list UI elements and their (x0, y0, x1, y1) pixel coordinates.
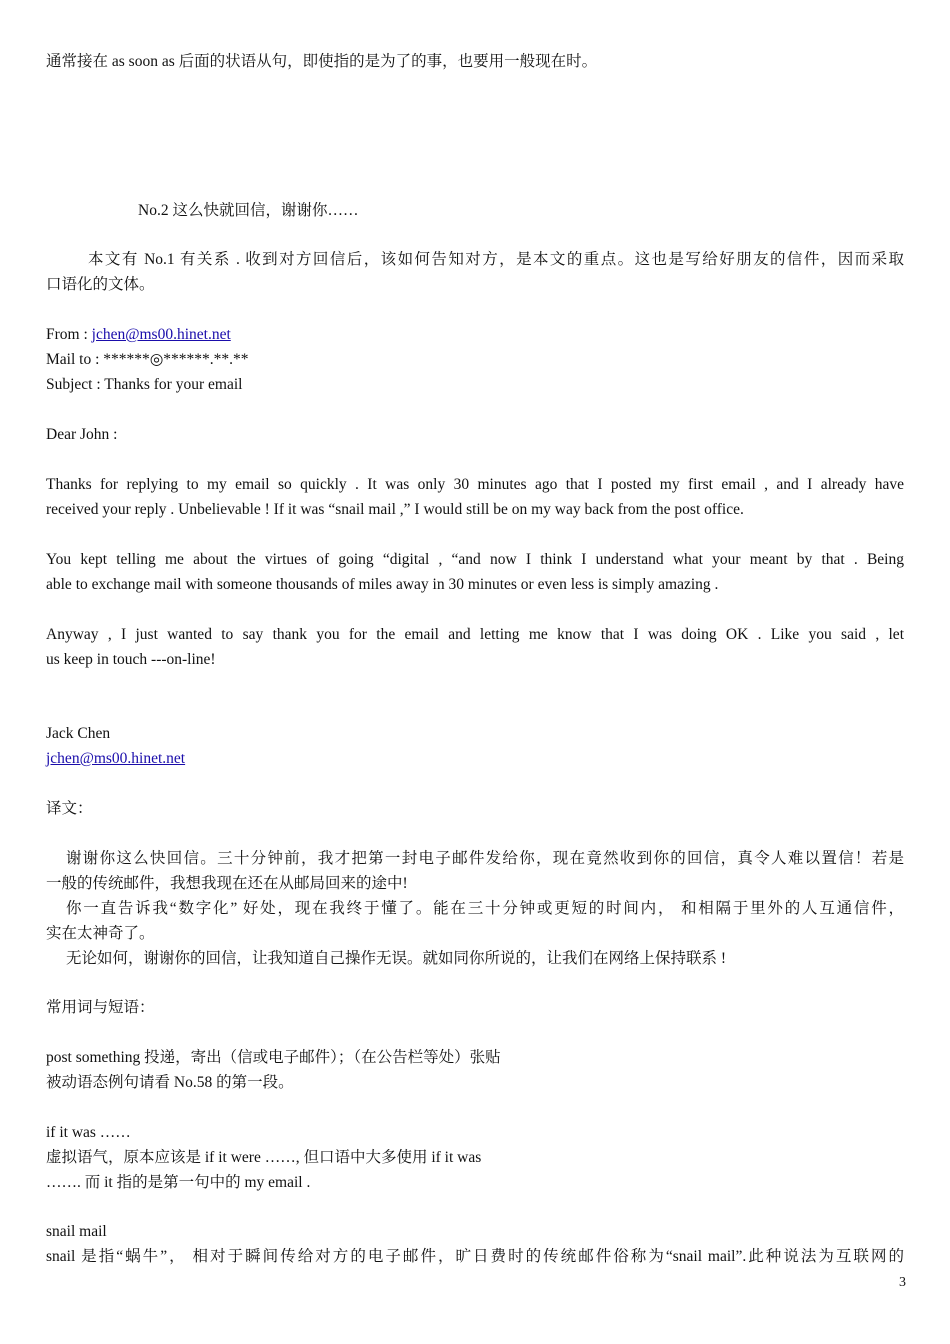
signature-email-link[interactable]: jchen@ms00.hinet.net (46, 750, 186, 767)
from-email-link[interactable]: jchen@ms00.hinet.net (91, 326, 231, 343)
letter-greeting: Dear John : (46, 426, 118, 443)
email-subject: Subject : Thanks for your email (46, 376, 243, 393)
vocab-item2-line-2: 虚拟语气，原本应该是 if it were ……, 但口语中大多使用 if it was (46, 1149, 482, 1166)
section-heading: No.2 这么快就回信，谢谢你…… (138, 202, 359, 219)
email-from (46, 322, 904, 347)
translation-label: 译文： (46, 800, 93, 817)
letter-p1-line-1: Thanks for replying to my email so quickly . It was only 30 minutes ago that I posted my first email , and I already have (46, 476, 904, 493)
description-line-1: 本文有 No.1 有关系 . 收到对方回信后，该如何告知对方，是本文的重点。这也是写给好朋友的信件，因而采取 (88, 251, 904, 268)
translation-p2-line-2: 实在太神奇了。 (46, 925, 155, 942)
vocab-item1-line-2: 被动语态例句请看 No.58 的第一段。 (46, 1074, 294, 1091)
letter-p3-line-2: us keep in touch ---on-line! (46, 651, 216, 668)
letter-p2-line-2: able to exchange mail with someone thousands of miles away in 30 minutes or even less is simply amazing . (46, 576, 719, 593)
vocab-item2-line-3: ……. 而 it 指的是第一句中的 my email . (46, 1174, 311, 1191)
letter-p2-line-1: You kept telling me about the virtues of going “digital , “and now I think I understand what your meant by that . Being (46, 551, 904, 568)
vocab-item3-line-2: snail 是指“蜗牛”， 相对于瞬间传给对方的电子邮件，旷日费时的传统邮件俗称为“snail mail”.此种说法为互联网的 (46, 1248, 904, 1265)
translation-p1-line-1: 谢谢你这么快回信。三十分钟前，我才把第一封电子邮件发给你，现在竟然收到你的回信，真令人难以置信！若是 (66, 850, 904, 867)
intro-line: 通常接在 as soon as 后面的状语从句，即使指的是为了的事，也要用一般现在时。 (46, 53, 598, 70)
letter-p1-line-2: received your reply . Unbelievable ! If it was “snail mail ,” I would still be on my way back from the post office. (46, 501, 744, 518)
vocab-item1-line-1: post something 投递，寄出（信或电子邮件）；（在公告栏等处）张贴 (46, 1049, 501, 1066)
translation-p1-line-2: 一般的传统邮件，我想我现在还在从邮局回来的途中! (46, 875, 408, 892)
signature-name: Jack Chen (46, 725, 111, 742)
email-mail-to: Mail to : ******◎******.**.** (46, 351, 249, 368)
vocab-item3-line-1: snail mail (46, 1223, 107, 1240)
page-number: 3 (899, 1275, 906, 1290)
signature-email (46, 746, 904, 771)
description-line-2: 口语化的文体。 (46, 276, 155, 293)
translation-p3-line-1: 无论如何，谢谢你的回信，让我知道自己操作无误。就如同你所说的，让我们在网络上保持联系 ! (66, 950, 727, 967)
vocab-item2-line-1: if it was …… (46, 1124, 131, 1141)
vocab-label: 常用词与短语： (46, 999, 155, 1016)
letter-p3-line-1: Anyway , I just wanted to say thank you for the email and letting me know that I was doing OK . Like you said , let (46, 626, 904, 643)
translation-p2-line-1: 你一直告诉我“数字化” 好处，现在我终于懂了。能在三十分钟或更短的时间内， 和相隔于里外的人互通信件， (66, 900, 904, 917)
from-label: From : (46, 326, 92, 343)
